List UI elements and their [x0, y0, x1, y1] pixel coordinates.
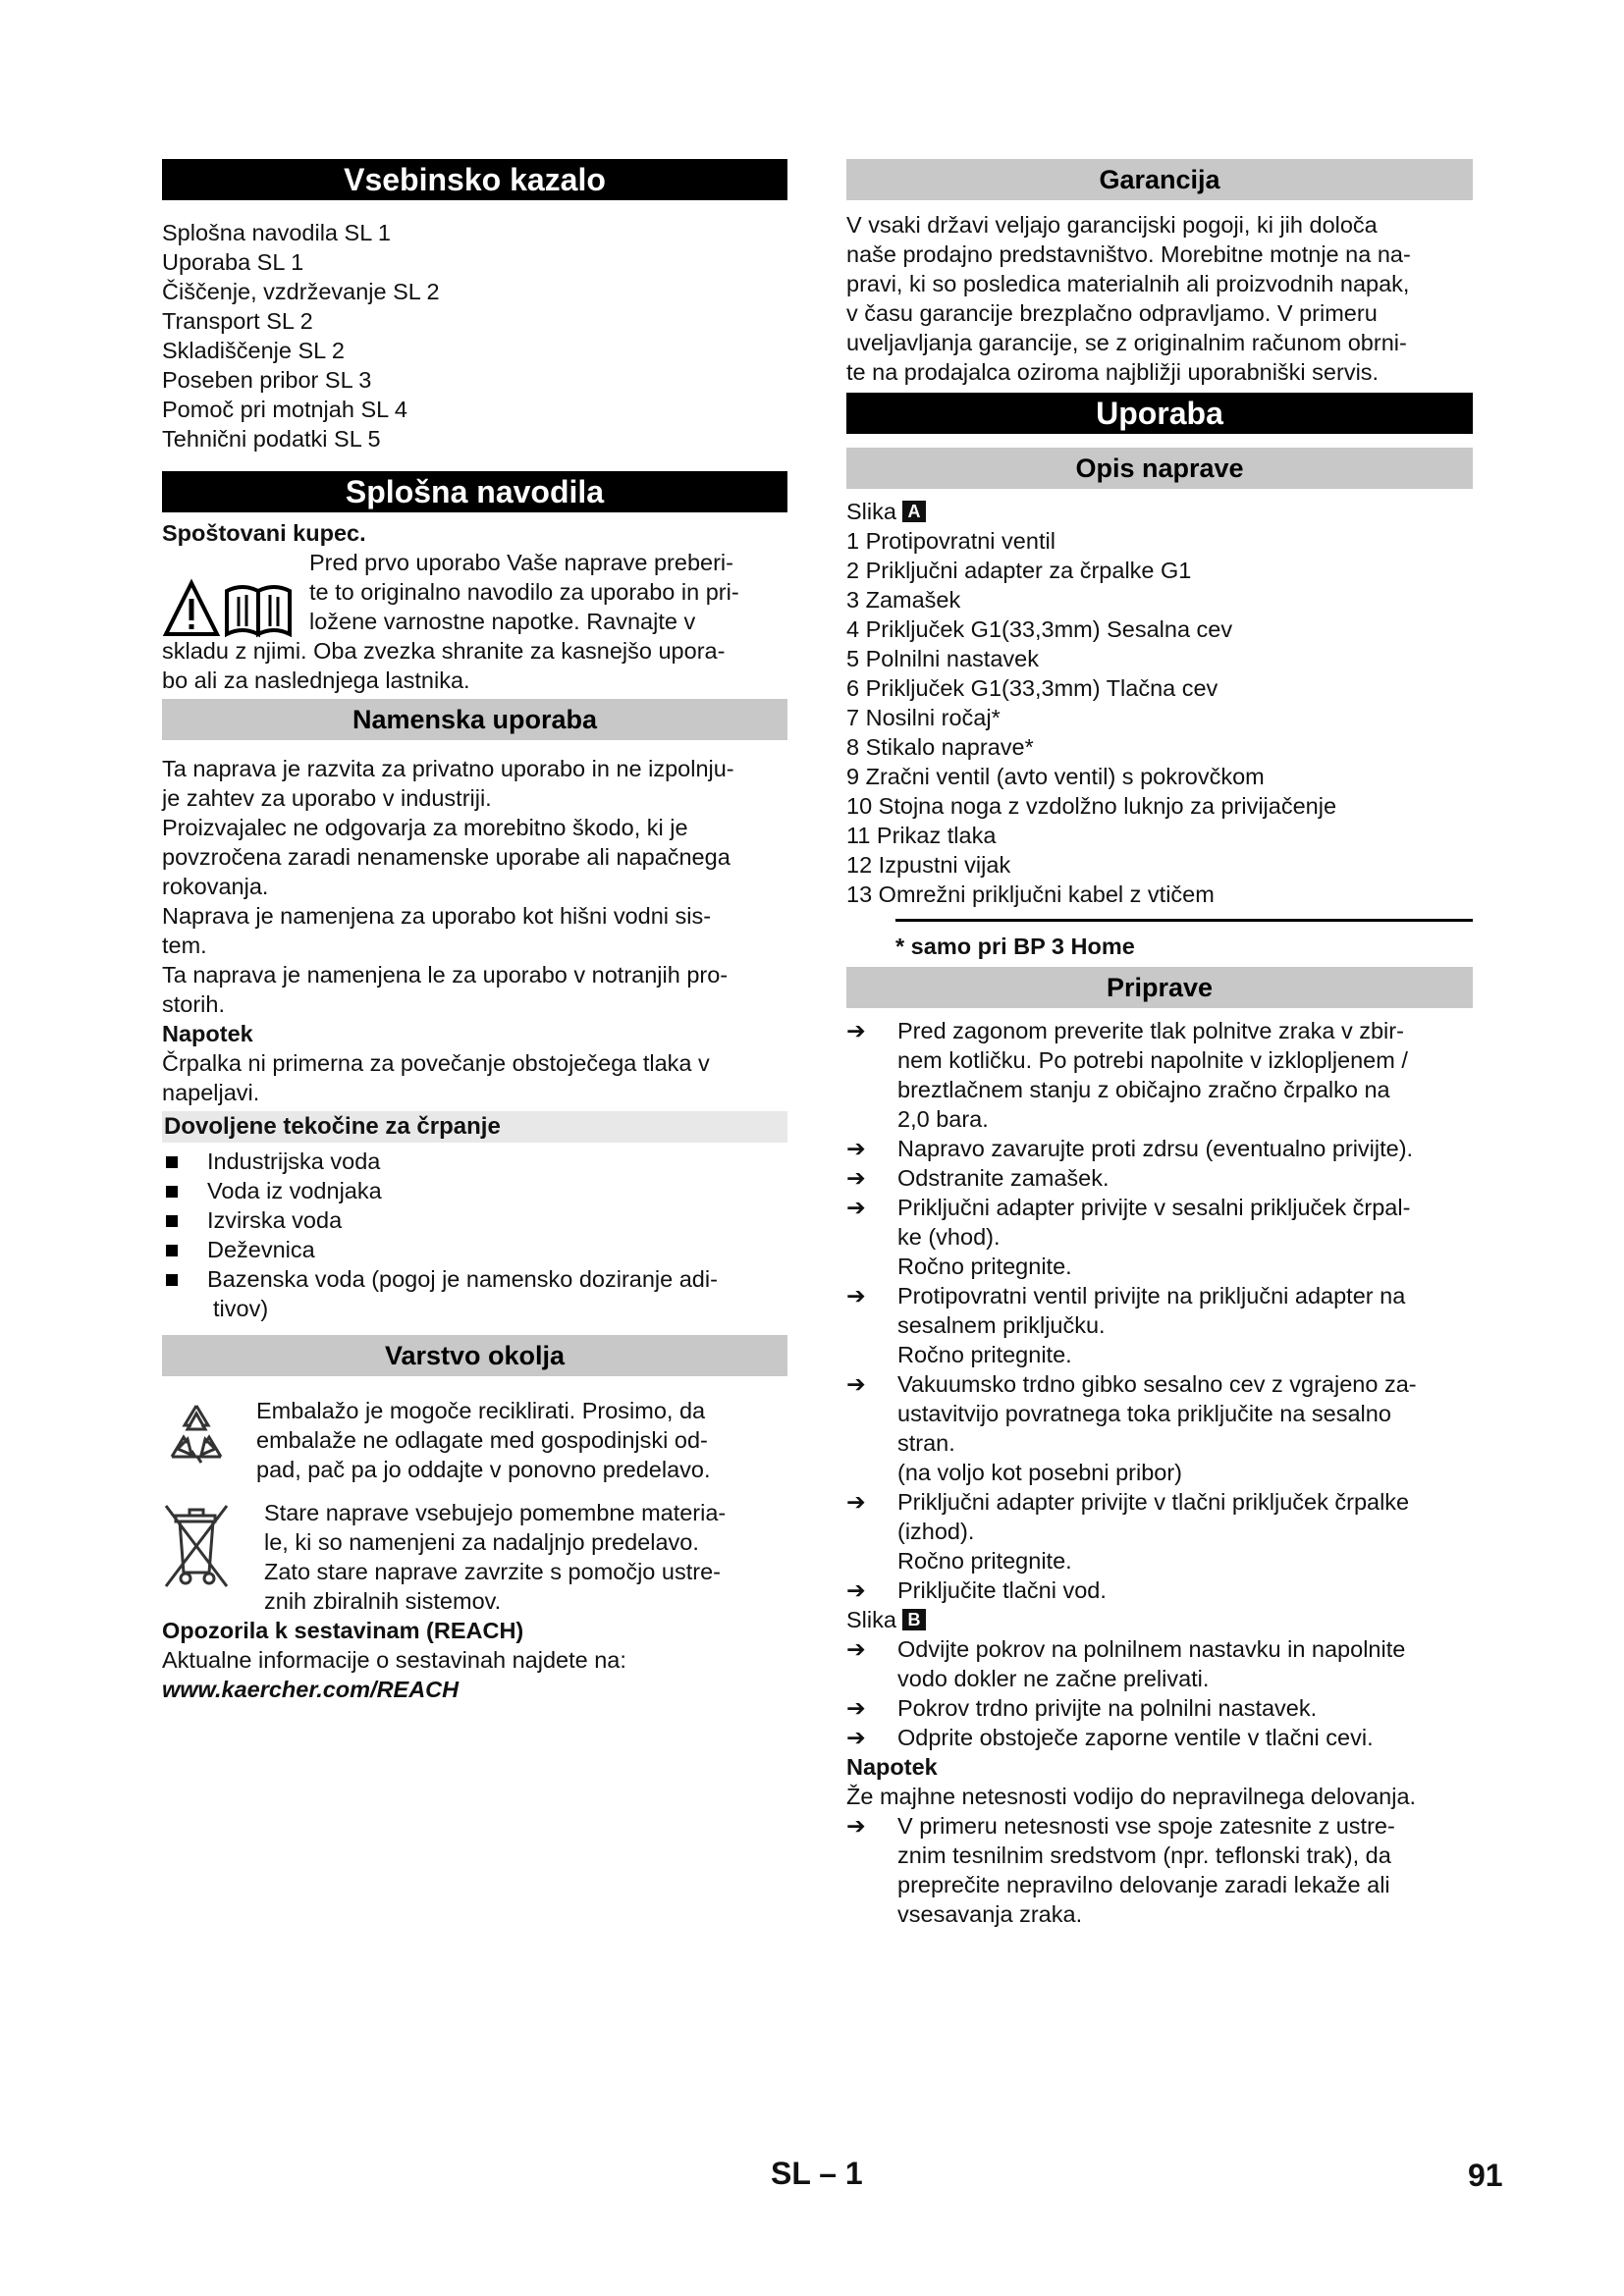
arrow-icon: ➔ — [846, 1725, 866, 1750]
step-line: Priključni adapter privijte v tlačni priključek črpalke — [897, 1489, 1410, 1515]
step-line: ke (vhod). — [897, 1224, 1001, 1250]
liquid-item: Voda iz vodnjaka — [162, 1176, 787, 1205]
step-line: vodo dokler ne začne prelivati. — [897, 1666, 1210, 1691]
step-line: Odprite obstoječe zaporne ventile v tlačni cevi. — [897, 1725, 1374, 1750]
intended-line: rokovanja. — [162, 874, 269, 899]
part-item: 11 Prikaz tlaka — [846, 823, 997, 848]
step-line: Protipovratni ventil privijte na priključni adapter na — [897, 1283, 1406, 1308]
liquid-item: Industrijska voda — [162, 1147, 787, 1176]
part-item: 9 Zračni ventil (avto ventil) s pokrovčkom — [846, 764, 1265, 789]
arrow-icon: ➔ — [846, 1489, 866, 1515]
intended-line: Naprava je namenjena za uporabo kot hišni vodni sis- — [162, 903, 712, 929]
intended-line: storih. — [162, 991, 225, 1017]
toc-item[interactable]: Poseben pribor SL 3 — [162, 367, 372, 393]
figure-label-b — [846, 1605, 1473, 1634]
part-item: 5 Polnilni nastavek — [846, 646, 1039, 671]
part-item: 12 Izpustni vijak — [846, 852, 1011, 878]
liquids-heading: Dovoljene tekočine za črpanje — [162, 1111, 787, 1143]
prep-step — [846, 1487, 1473, 1575]
step-line: sesalnem priključku. — [897, 1312, 1106, 1338]
warranty-line: V vsaki državi veljajo garancijski pogoji, ki jih določa — [846, 212, 1378, 238]
note-label: Napotek — [846, 1754, 938, 1780]
recycle-line: embalaže ne odlagate med gospodinjski od- — [256, 1427, 708, 1453]
figure-label: Slika — [846, 499, 896, 524]
arrow-icon: ➔ — [846, 1165, 866, 1191]
part-item: 2 Priključni adapter za črpalke G1 — [846, 558, 1192, 583]
part-item: 4 Priključek G1(33,3mm) Sesalna cev — [846, 616, 1233, 642]
warranty-line: naše prodajno predstavništvo. Morebitne motnje na na- — [846, 241, 1411, 267]
step-line: Napravo zavarujte proti zdrsu (eventualno privijte). — [897, 1136, 1414, 1161]
figure-b-badge: B — [902, 1609, 926, 1630]
weee-block — [162, 1498, 787, 1616]
arrow-icon: ➔ — [846, 1018, 866, 1043]
arrow-icon: ➔ — [846, 1195, 866, 1220]
part-item: 7 Nosilni ročaj* — [846, 705, 1001, 730]
preparation-heading: Priprave — [846, 967, 1473, 1008]
part-item: 8 Stikalo naprave* — [846, 734, 1034, 760]
step-line: Ročno pritegnite. — [897, 1254, 1072, 1279]
step-line: (izhod). — [897, 1519, 975, 1544]
toc-item[interactable]: Tehnični podatki SL 5 — [162, 426, 381, 452]
toc-item[interactable]: Skladiščenje SL 2 — [162, 338, 345, 363]
general-heading: Splošna navodila — [162, 471, 787, 512]
salutation: Spoštovani kupec. — [162, 520, 366, 546]
toc-heading: Vsebinsko kazalo — [162, 159, 787, 200]
weee-line: Zato stare naprave zavrzite s pomočjo ustre- — [264, 1559, 721, 1584]
note-line: Črpalka ni primerna za povečanje obstoječega tlaka v — [162, 1050, 710, 1076]
left-column — [162, 159, 787, 1704]
environment-heading: Varstvo okolja — [162, 1335, 787, 1376]
step-line: preprečite nepravilno delovanje zaradi lekaže ali — [897, 1872, 1390, 1897]
prep-step — [846, 1281, 1473, 1369]
arrow-icon: ➔ — [846, 1636, 866, 1662]
toc-item[interactable]: Splošna navodila SL 1 — [162, 220, 391, 245]
part-item: 13 Omrežni priključni kabel z vtičem — [846, 881, 1215, 907]
intro-line: bo ali za naslednjega lastnika. — [162, 667, 470, 693]
intro-block — [162, 548, 787, 636]
figure-a-badge: A — [902, 501, 926, 522]
intro-line: te to originalno navodilo za uporabo in pri- — [309, 579, 739, 605]
page-number: 91 — [1468, 2158, 1503, 2193]
step-line: Odvijte pokrov na polnilnem nastavku in napolnite — [897, 1636, 1406, 1662]
prep-step — [846, 1575, 1473, 1605]
prep-step — [846, 1369, 1473, 1487]
divider — [895, 919, 1473, 922]
prep-step-b — [846, 1723, 1473, 1752]
recycle-block — [162, 1396, 787, 1484]
reach-label: Opozorila k sestavinam (REACH) — [162, 1618, 524, 1643]
note-text: Že majhne netesnosti vodijo do nepravilnega delovanja. — [846, 1784, 1417, 1809]
liquid-item: Izvirska voda — [162, 1205, 787, 1235]
intended-line: Ta naprava je namenjena le za uporabo v notranjih pro- — [162, 962, 729, 988]
prep-step-b — [846, 1634, 1473, 1693]
step-line: (na voljo kot posebni pribor) — [897, 1460, 1182, 1485]
intended-heading: Namenska uporaba — [162, 699, 787, 740]
step-line: vsesavanja zraka. — [897, 1901, 1083, 1927]
weee-line: Stare naprave vsebujejo pomembne materia- — [264, 1500, 727, 1525]
recycle-icon — [162, 1400, 231, 1468]
intended-line: tem. — [162, 933, 207, 958]
toc-list — [162, 218, 787, 454]
prep-step — [846, 1016, 1473, 1134]
part-item: 6 Priključek G1(33,3mm) Tlačna cev — [846, 675, 1218, 701]
note-line: napeljavi. — [162, 1080, 260, 1105]
warranty-line: pravi, ki so posledica materialnih ali proizvodnih napak, — [846, 271, 1410, 296]
toc-item[interactable]: Pomoč pri motnjah SL 4 — [162, 397, 407, 422]
weee-line: le, ki so namenjeni za nadaljnjo predelavo. — [264, 1529, 699, 1555]
crossed-bin-icon — [162, 1502, 231, 1588]
step-line: Ročno pritegnite. — [897, 1548, 1072, 1574]
figure-label-a — [846, 497, 1473, 526]
step-line: nem kotličku. Po potrebi napolnite v izklopljenem / — [897, 1047, 1408, 1073]
recycle-line: Embalažo je mogoče reciklirati. Prosimo, da — [256, 1398, 706, 1423]
toc-item[interactable]: Uporaba SL 1 — [162, 249, 304, 275]
intended-line: je zahtev za uporabo v industriji. — [162, 785, 492, 811]
step-line: ustavitvijo povratnega toka priključite na sesalno — [897, 1401, 1391, 1426]
warranty-line: te na prodajalca oziroma najbližji uporabniški servis. — [846, 359, 1380, 385]
intro-line: Pred prvo uporabo Vaše naprave preberi- — [309, 550, 733, 575]
intro-line: skladu z njimi. Oba zvezka shranite za kasnejšo upora- — [162, 638, 726, 664]
intro-line: ložene varnostne napotke. Ravnajte v — [309, 609, 696, 634]
step-line: breztlačnem stanju z običajno zračno črpalko na — [897, 1077, 1390, 1102]
liquid-item-cont: tivov) — [213, 1296, 269, 1321]
prep-step — [846, 1193, 1473, 1281]
step-line: Priključni adapter privijte v sesalni priključek črpal- — [897, 1195, 1411, 1220]
step-line: Vakuumsko trdno gibko sesalno cev z vgrajeno za- — [897, 1371, 1417, 1397]
prep-step-b — [846, 1693, 1473, 1723]
prep-step — [846, 1134, 1473, 1163]
usage-heading: Uporaba — [846, 393, 1473, 434]
liquid-item: Bazenska voda (pogoj je namensko doziranje adi- — [162, 1264, 787, 1294]
device-description-heading: Opis naprave — [846, 448, 1473, 489]
arrow-icon: ➔ — [846, 1695, 866, 1721]
intended-line: povzročena zaradi nenamenske uporabe ali napačnega — [162, 844, 731, 870]
footer-code: SL – 1 — [771, 2156, 863, 2191]
liquid-item: Deževnica — [162, 1235, 787, 1264]
toc-item[interactable]: Čiščenje, vzdrževanje SL 2 — [162, 279, 440, 304]
warning-manual-icon — [162, 577, 309, 638]
step-line: 2,0 bara. — [897, 1106, 989, 1132]
note-label: Napotek — [162, 1021, 253, 1046]
step-line: Pokrov trdno privijte na polnilni nastavek. — [897, 1695, 1318, 1721]
warranty-heading: Garancija — [846, 159, 1473, 200]
arrow-icon: ➔ — [846, 1136, 866, 1161]
step-line: Pred zagonom preverite tlak polnitve zraka v zbir- — [897, 1018, 1404, 1043]
weee-line: znih zbiralnih sistemov. — [264, 1588, 502, 1614]
step-line: znim tesnilnim sredstvom (npr. teflonski trak), da — [897, 1842, 1391, 1868]
part-item: 10 Stojna noga z vzdolžno luknjo za privijačenje — [846, 793, 1337, 819]
reach-text: Aktualne informacije o sestavinah najdete na: — [162, 1647, 626, 1673]
reach-link[interactable]: www.kaercher.com/REACH — [162, 1677, 460, 1702]
arrow-icon: ➔ — [846, 1283, 866, 1308]
step-line: Odstranite zamašek. — [897, 1165, 1110, 1191]
note-step — [846, 1811, 1473, 1929]
footnote: * samo pri BP 3 Home — [895, 934, 1135, 959]
step-line: Priključite tlačni vod. — [897, 1577, 1107, 1603]
part-item: 3 Zamašek — [846, 587, 961, 613]
warranty-line: v času garancije brezplačno odpravljamo. V primeru — [846, 300, 1378, 326]
prep-step — [846, 1163, 1473, 1193]
step-line: stran. — [897, 1430, 955, 1456]
right-column — [846, 159, 1473, 1929]
toc-item[interactable]: Transport SL 2 — [162, 308, 313, 334]
recycle-line: pad, pač pa jo oddajte v ponovno predelavo. — [256, 1457, 711, 1482]
arrow-icon: ➔ — [846, 1371, 866, 1397]
step-line: Ročno pritegnite. — [897, 1342, 1072, 1367]
arrow-icon: ➔ — [846, 1577, 866, 1603]
warranty-line: uveljavljanja garancije, se z originalnim računom obrni- — [846, 330, 1407, 355]
intended-line: Proizvajalec ne odgovarja za morebitno škodo, ki je — [162, 815, 688, 840]
part-item: 1 Protipovratni ventil — [846, 528, 1056, 554]
figure-label: Slika — [846, 1607, 896, 1632]
step-line: V primeru netesnosti vse spoje zatesnite z ustre- — [897, 1813, 1395, 1839]
arrow-icon: ➔ — [846, 1813, 866, 1839]
intended-line: Ta naprava je razvita za privatno uporabo in ne izpolnju- — [162, 756, 734, 781]
